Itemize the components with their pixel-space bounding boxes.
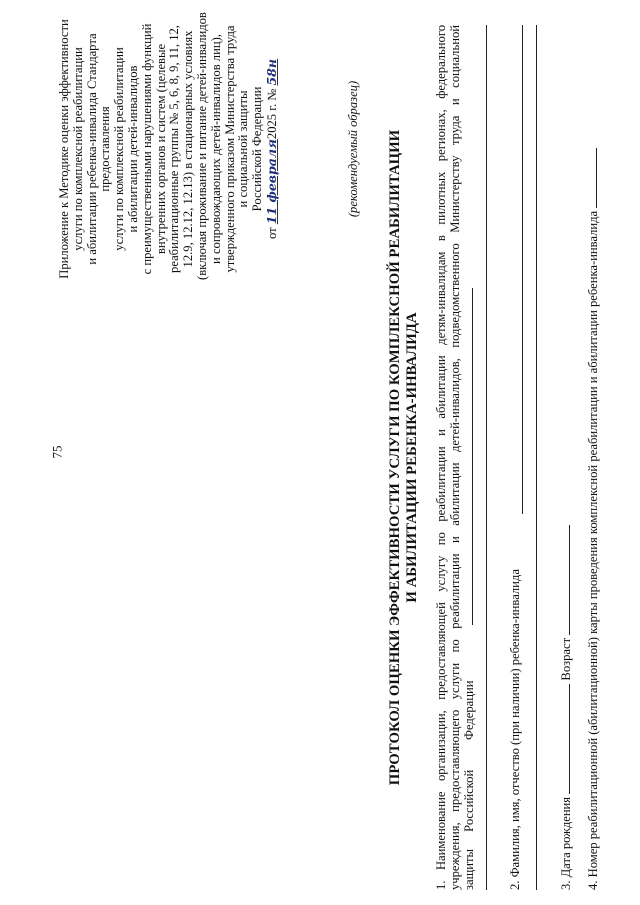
- field-organization-word-2: Российской: [461, 769, 476, 832]
- age-label: Возраст: [559, 637, 573, 681]
- card-number-blank[interactable]: [586, 148, 597, 208]
- annex-line: утвержденного приказом Министерства труда: [222, 25, 237, 273]
- annex-line: с преимущественными нарушениями функций: [139, 23, 154, 275]
- protocol-title: [387, 25, 421, 890]
- annex-line: и сопровождающих детей-инвалидов лиц),: [208, 34, 223, 264]
- field-organization-line-2: учреждения, предоставляющего услуги по реабилитации и абилитации детей-инвалидов, подведомственного Министерству труда и социальной: [447, 25, 462, 890]
- field-birth-line: [559, 25, 574, 890]
- order-date-suffix: 2025 г. №: [264, 88, 279, 140]
- annex-line: услуги по комплексной реабилитации: [112, 47, 127, 251]
- annex-line: внутренних органов и систем (целевые: [153, 43, 168, 255]
- order-date-line: [265, 18, 280, 280]
- field-organization-line-3: [463, 25, 477, 890]
- field-organization: [435, 25, 476, 890]
- order-date-handwritten: 11 февраля: [263, 139, 279, 225]
- child-name-blank-line-2[interactable]: [536, 25, 537, 890]
- field-organization-word-3: Федерации: [461, 680, 476, 740]
- title-line-2: И АБИЛИТАЦИИ РЕБЕНКА-ИНВАЛИДА: [404, 312, 420, 603]
- field-child-name: [509, 25, 523, 890]
- order-date-prefix: от: [264, 227, 279, 239]
- birth-date-blank[interactable]: [559, 684, 570, 794]
- field-child-name-label: 2. Фамилия, имя, отчество (при наличии) ребенка-инвалида: [508, 569, 522, 890]
- field-organization-word-1: защиты: [461, 849, 476, 890]
- annex-line: предоставления: [98, 106, 113, 192]
- annex-line: и абилитации ребенка-инвалида Стандарта: [84, 33, 99, 265]
- annex-line: Российской Федерации: [250, 86, 265, 212]
- annex-line: (включая проживание и питание детей-инвалидов: [194, 12, 209, 280]
- title-line-1: ПРОТОКОЛ ОЦЕНКИ ЭФФЕКТИВНОСТИ УСЛУГИ ПО КОМПЛЕКСНОЙ РЕАБИЛИТАЦИИ: [387, 129, 403, 786]
- annex-line: и социальной защиты: [236, 90, 251, 208]
- document-body: [15, 12, 600, 890]
- field-card-number: [586, 25, 601, 890]
- card-number-label: 4. Номер реабилитационной (абилитационной) карты проведения комплексной реабилитации и абилитации ребенка-инвалида: [586, 210, 600, 890]
- annex-line: Приложение к Методике оценки эффективности: [57, 19, 71, 279]
- annex-line: 12.9, 12.12, 12.13) в стационарных условиях: [181, 30, 196, 268]
- page-number: 75: [49, 445, 65, 459]
- sample-label: (рекомендуемый образец): [346, 80, 360, 218]
- organization-blank-line-2[interactable]: [486, 25, 487, 890]
- annex-line: и абилитации детей-инвалидов: [125, 65, 140, 233]
- age-blank[interactable]: [559, 525, 570, 635]
- birth-date-label: 3. Дата рождения: [559, 796, 573, 890]
- order-number-handwritten: 58н: [263, 59, 279, 86]
- field-card-number-line: [586, 25, 601, 890]
- annex-header: [57, 12, 280, 280]
- field-organization-line-1: 1. Наименование организации, предоставляющей услугу по реабилитации и абилитации детям-инвалидам в пилотных регионах, федерального: [434, 25, 448, 890]
- annex-line: реабилитационные группы № 5, 6, 8, 9, 11, 12,: [167, 25, 182, 273]
- child-name-blank-line[interactable]: [522, 25, 523, 514]
- organization-blank-line[interactable]: [472, 288, 473, 625]
- field-birth-date: [559, 25, 574, 890]
- annex-line: услуги по комплексной реабилитации: [70, 47, 85, 251]
